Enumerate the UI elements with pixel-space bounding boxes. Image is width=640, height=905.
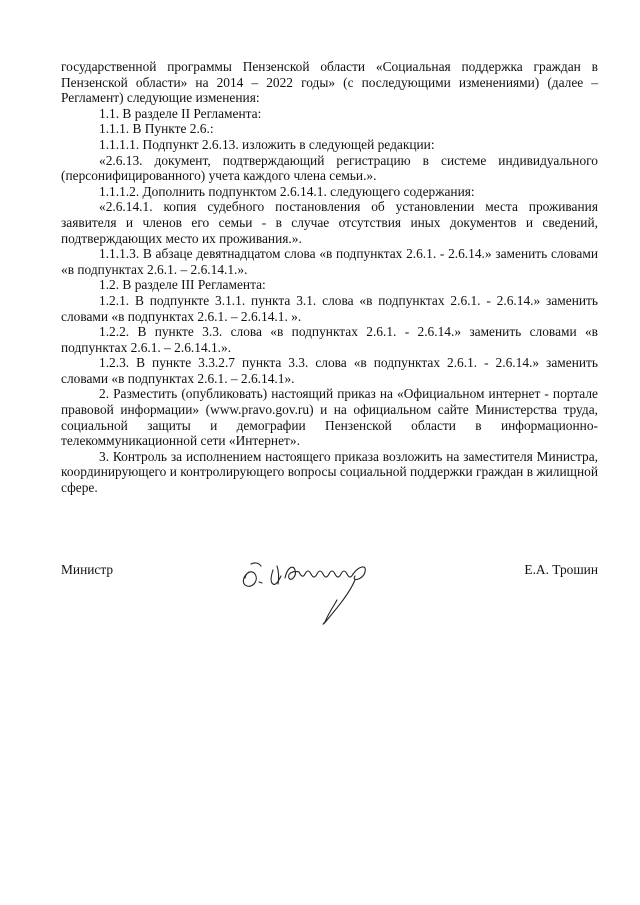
paragraph-1-1-1-1: 1.1.1.1. Подпункт 2.6.13. изложить в следующей редакции: <box>99 136 435 152</box>
paragraph-1-1: 1.1. В разделе II Регламента: <box>99 105 262 121</box>
paragraph-quote-2-6-14-1: «2.6.14.1. копия судебного постановления об установлении места проживания заявителя и членов его семьи - в случае отсутствия иных документов и сведений, подтверждающих место их проживания.». <box>61 199 598 246</box>
paragraph-1-1-1-3: 1.1.1.3. В абзаце девятнадцатом слова «в подпунктах 2.6.1. - 2.6.14.» заменить словами «в подпунктах 2.6.1. – 2.6.14.1.». <box>61 246 598 277</box>
paragraph-1-2-3: 1.2.3. В пункте 3.3.2.7 пункта 3.3. слова «в подпунктах 2.6.1. - 2.6.14.» заменить словами «в подпунктах 2.6.1. – 2.6.14.1». <box>61 355 598 386</box>
paragraph-3-control: 3. Контроль за исполнением настоящего приказа возложить на заместителя Министра, координирующего и контролирующего вопросы социальной поддержки граждан в жилищной сфере. <box>61 448 598 496</box>
paragraph-intro: государственной программы Пензенской области «Социальная поддержка граждан в Пензенской области» на 2014 – 2022 годы» (с последующими изменениями) (далее – Регламент) следующие изменения: <box>61 59 598 106</box>
signatory-title: Министр <box>61 562 114 577</box>
paragraph-2-publish: 2. Разместить (опубликовать) настоящий приказ на «Официальном интернет - портале правовой информации» (www.pravo.gov.ru) и на официальном сайте Министерства труда, социальной защиты и демографии Пензенской области в информационно-телекоммуникационной сети «Интернет». <box>61 386 598 449</box>
paragraph-1-1-1: 1.1.1. В Пункте 2.6.: <box>99 121 214 137</box>
signatory-name: Е.А. Трошин <box>524 562 598 577</box>
paragraph-1-2-1: 1.2.1. В подпункте 3.1.1. пункта 3.1. слова «в подпунктах 2.6.1. - 2.6.14.» заменить словами «в подпунктах 2.6.1. – 2.6.14.1. ». <box>61 292 598 324</box>
paragraph-1-1-1-2: 1.1.1.2. Дополнить подпунктом 2.6.14.1. следующего содержания: <box>99 183 475 199</box>
handwritten-signature-icon <box>229 542 399 632</box>
document-body <box>61 59 598 496</box>
paragraph-1-2-2: 1.2.2. В пункте 3.3. слова «в подпунктах 2.6.1. - 2.6.14.» заменить словами «в подпунктах 2.6.1. – 2.6.14.1.». <box>61 324 598 355</box>
paragraph-quote-2-6-13: «2.6.13. документ, подтверждающий регистрацию в системе индивидуального (персонифицированного) учета каждого члена семьи.». <box>61 152 598 184</box>
paragraph-1-2: 1.2. В разделе III Регламента: <box>99 277 266 293</box>
signature-block <box>61 550 598 630</box>
